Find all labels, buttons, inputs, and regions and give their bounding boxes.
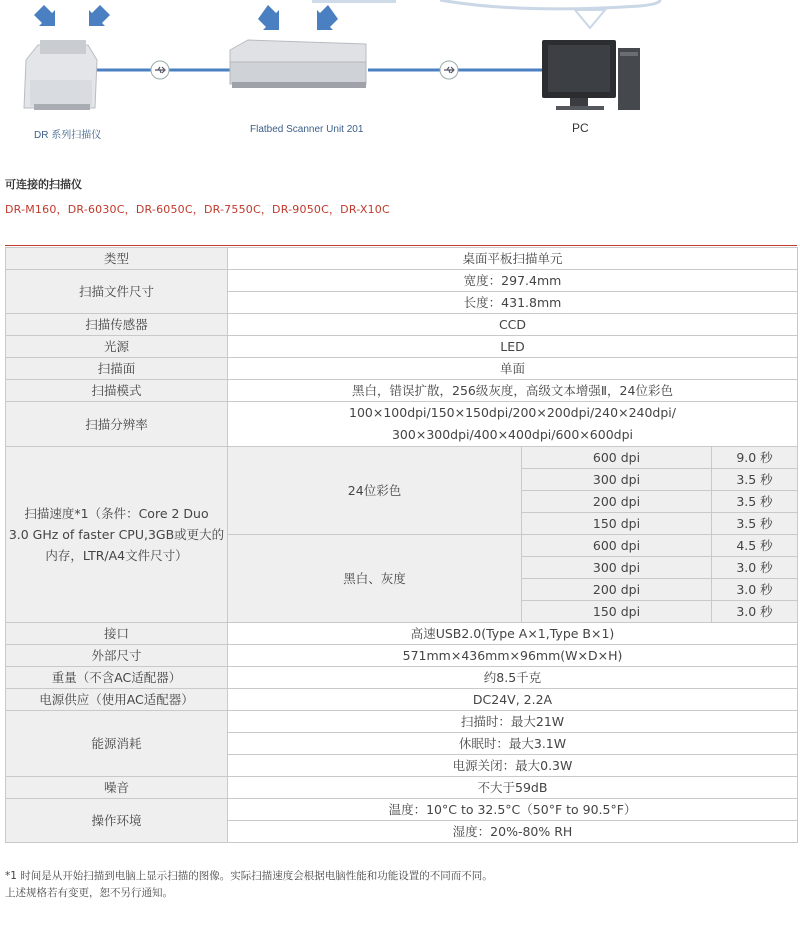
table-row	[6, 711, 798, 733]
dimensions-value: 571mm×436mm×96mm(W×D×H)	[228, 645, 798, 667]
doc-size-label: 扫描文件尺寸	[6, 270, 228, 314]
speed-time: 3.0 秒	[712, 579, 798, 601]
connection-illustration	[0, 0, 800, 150]
environment-humidity: 湿度：20%-80% RH	[228, 821, 798, 843]
consumption-sleep: 休眠时：最大3.1W	[228, 733, 798, 755]
speed-time: 3.5 秒	[712, 513, 798, 535]
resolution-label: 扫描分辨率	[6, 402, 228, 447]
table-row	[6, 402, 798, 447]
table-row	[6, 777, 798, 799]
speed-dpi: 600 dpi	[522, 447, 712, 469]
scan-side-value: 单面	[228, 358, 798, 380]
usb-icon	[440, 61, 458, 79]
color-mode-label: 24位彩色	[228, 447, 522, 535]
flatbed-scanner-icon	[230, 40, 366, 88]
sensor-label: 扫描传感器	[6, 314, 228, 336]
dr-scanner-label: DR 系列扫描仪	[34, 130, 102, 141]
scan-mode-label: 扫描模式	[6, 380, 228, 402]
speed-time: 3.5 秒	[712, 469, 798, 491]
table-row	[6, 645, 798, 667]
consumption-scan: 扫描时：最大21W	[228, 711, 798, 733]
compatible-models-list: DR-M160，DR-6030C，DR-6050C，DR-7550C，DR-9050C，DR-X10C	[5, 203, 390, 216]
weight-value: 约8.5千克	[228, 667, 798, 689]
light-source-value: LED	[228, 336, 798, 358]
connection-diagram	[0, 0, 800, 150]
scan-speed-label-line: 3.0 GHz of faster CPU,3GB或更大的	[8, 527, 225, 542]
power-label: 电源供应（使用AC适配器）	[6, 689, 228, 711]
divider	[5, 245, 797, 246]
pc-label: PC	[572, 121, 589, 135]
noise-label: 噪音	[6, 777, 228, 799]
speed-dpi: 600 dpi	[522, 535, 712, 557]
table-row	[6, 623, 798, 645]
type-value: 桌面平板扫描单元	[228, 248, 798, 270]
arrow-down-icon	[34, 5, 338, 30]
table-row	[6, 447, 798, 469]
weight-label: 重量（不含AC适配器）	[6, 667, 228, 689]
spec-table	[5, 247, 798, 843]
table-row	[6, 336, 798, 358]
speed-dpi: 300 dpi	[522, 469, 712, 491]
dimensions-label: 外部尺寸	[6, 645, 228, 667]
resolution-value	[228, 402, 798, 447]
speed-dpi: 200 dpi	[522, 579, 712, 601]
decorative-bar	[312, 0, 396, 3]
scan-mode-value: 黑白，错误扩散，256级灰度，高级文本增强Ⅱ，24位彩色	[228, 380, 798, 402]
speed-dpi: 200 dpi	[522, 491, 712, 513]
consumption-off: 电源关闭：最大0.3W	[228, 755, 798, 777]
footnotes	[5, 868, 493, 902]
table-row	[6, 314, 798, 336]
environment-label: 操作环境	[6, 799, 228, 843]
pc-monitor-icon	[542, 40, 640, 110]
gray-mode-label: 黑白、灰度	[228, 535, 522, 623]
footnote-line: 上述规格若有变更，恕不另行通知。	[5, 887, 173, 899]
table-row	[6, 380, 798, 402]
consumption-label: 能源消耗	[6, 711, 228, 777]
table-row	[6, 248, 798, 270]
speed-dpi: 150 dpi	[522, 601, 712, 623]
speed-dpi: 300 dpi	[522, 557, 712, 579]
scan-speed-label-line: 扫描速度*1（条件：Core 2 Duo	[24, 506, 209, 521]
speed-time: 3.0 秒	[712, 601, 798, 623]
scan-speed-label	[6, 447, 228, 623]
resolution-line: 300×300dpi/400×400dpi/600×600dpi	[391, 427, 634, 442]
resolution-line: 100×100dpi/150×150dpi/200×200dpi/240×240dpi/	[349, 405, 676, 420]
table-row	[6, 689, 798, 711]
sensor-value: CCD	[228, 314, 798, 336]
flatbed-scanner-label: Flatbed Scanner Unit 201	[250, 124, 364, 135]
interface-label: 接口	[6, 623, 228, 645]
usb-icon	[151, 61, 169, 79]
speed-dpi: 150 dpi	[522, 513, 712, 535]
doc-length-value: 长度：431.8mm	[228, 292, 798, 314]
light-source-label: 光源	[6, 336, 228, 358]
type-label: 类型	[6, 248, 228, 270]
compatible-scanners-title: 可连接的扫描仪	[5, 178, 82, 191]
dr-scanner-icon	[24, 40, 97, 110]
doc-width-value: 宽度：297.4mm	[228, 270, 798, 292]
interface-value: 高速USB2.0(Type A×1,Type B×1)	[228, 623, 798, 645]
speed-time: 3.0 秒	[712, 557, 798, 579]
noise-value: 不大于59dB	[228, 777, 798, 799]
scan-speed-label-line: 内存，LTR/A4文件尺寸）	[45, 548, 188, 563]
table-row	[6, 799, 798, 821]
environment-temperature: 温度：10°C to 32.5°C（50°F to 90.5°F）	[228, 799, 798, 821]
speed-time: 4.5 秒	[712, 535, 798, 557]
speed-time: 3.5 秒	[712, 491, 798, 513]
table-row	[6, 270, 798, 292]
power-value: DC24V, 2.2A	[228, 689, 798, 711]
footnote-line: *1 时间是从开始扫描到电脑上显示扫描的图像。实际扫描速度会根据电脑性能和功能设置的不同而不同。	[5, 870, 493, 882]
scan-side-label: 扫描面	[6, 358, 228, 380]
table-row	[6, 667, 798, 689]
table-row	[6, 358, 798, 380]
speed-time: 9.0 秒	[712, 447, 798, 469]
